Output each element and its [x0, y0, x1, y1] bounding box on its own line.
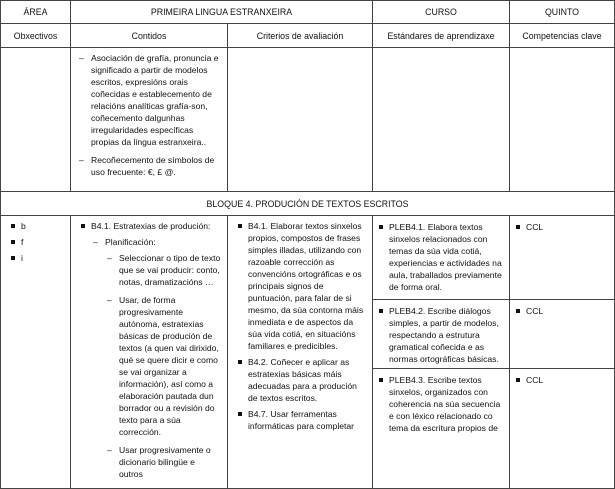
list-item: B4.1. Elaborar textos sinxelos propios, compostos de frases simples illadas, utilizando con razoable corrección as convencións ortográficas e os principais signos de puntuación, para falar de si mesmo, da súa contorna máis inmediata e de aspectos da súa vida cotiá, en situacións familiares e predicibles. [234, 220, 366, 352]
area-label: ÁREA [1, 1, 71, 24]
block-title: BLOQUE 4. PRODUCIÓN DE TEXTOS ESCRITOS [1, 192, 615, 216]
criteria-list [234, 220, 366, 432]
col-standards: Estándares de aprendizaxe [373, 24, 510, 48]
objectives-list [7, 220, 64, 264]
contents-title: B4.1. Estratexias de produción: [77, 220, 221, 232]
list-item: B4.2. Coñecer e aplicar as estratexias básicas máis adecuadas para a produción de textos escritos. [234, 356, 366, 404]
col-criteria: Criterios de avaliación [228, 24, 373, 48]
list-item: CCL [514, 221, 608, 233]
block-content-row [1, 216, 615, 489]
contents-list [105, 252, 221, 480]
list-item: i [7, 252, 64, 264]
contents-subtitle: – Planificación: [91, 236, 221, 248]
list-item: – Seleccionar o tipo de texto que se vai producir: conto, notas, dramatizacións … [105, 252, 221, 288]
list-item: PLEB4.3. Escribe textos sinxelos, organizados con coherencia na súa secuencia e con léxico relacionado co tema da escritura propios de [377, 374, 503, 434]
list-item: B4.7. Usar ferramentas informáticas para completar [234, 408, 366, 432]
list-item: – Recoñecemento de símbolos de uso frecuente: €, £ @. [77, 154, 221, 178]
list-item: CCL [514, 305, 608, 317]
header-row [1, 1, 615, 24]
list-item: b [7, 220, 64, 232]
list-item: f [7, 236, 64, 248]
course-label: CURSO [373, 1, 510, 24]
col-contents: Contidos [71, 24, 228, 48]
col-objectives: Obxectivos [1, 24, 71, 48]
top-contents-list [77, 52, 221, 178]
course-value: QUINTO [510, 1, 615, 24]
top-contents-row [1, 48, 615, 192]
col-competences: Competencias clave [510, 24, 615, 48]
list-item: CCL [514, 374, 608, 386]
area-value: PRIMEIRA LINGUA ESTRANXEIRA [71, 1, 373, 24]
list-item: PLEB4.2. Escribe diálogos simples, a partir de modelos, respectando a estrutura gramatical coñecida e as normas ortográficas básicas. [377, 305, 503, 365]
list-item: – Usar, de forma progresivamente autónoma, estratexias básicas de produción de textos (a quen vai dirixido, qué se quere dicir e como se vai organizar a información), así como a elaboración pautada dun borrador ou a revisión do texto para a súa corrección. [105, 294, 221, 438]
block-title-row [1, 192, 615, 216]
column-header-row [1, 24, 615, 48]
list-item: – Usar progresivamente o dicionario bilingüe e outros [105, 444, 221, 480]
list-item: – Asociación de grafía, pronuncia e significado a partir de modelos escritos, expresións orais coñecidas e establecemento de relacións analíticas grafía-son, coñecemento dalgunhas irregularidades específicas propias da lingua estranxeira.. [77, 52, 221, 148]
list-item: PLEB4.1. Elabora textos sinxelos relacionados con temas da súa vida cotiá, experiencias e actividades na aula, traballados previamente de forma oral. [377, 221, 503, 293]
